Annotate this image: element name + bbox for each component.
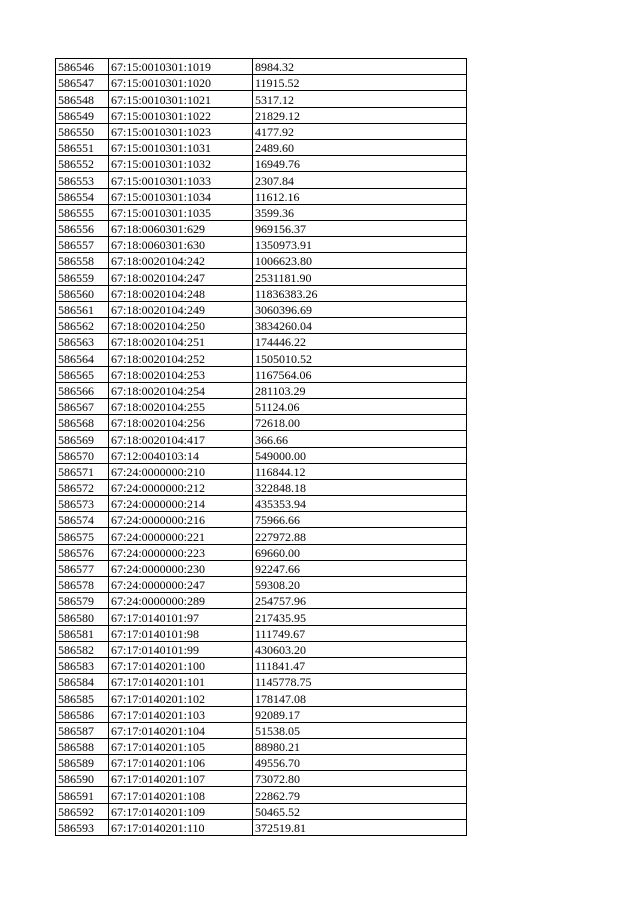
table-row (56, 706, 467, 722)
cadastral-value-cell: 51538.05 (253, 722, 467, 738)
row-number-cell: 586592 (56, 803, 109, 819)
row-number-cell: 586579 (56, 593, 109, 609)
table-row (56, 172, 467, 188)
cadastral-value-cell: 2307.84 (253, 172, 467, 188)
row-number-cell: 586575 (56, 528, 109, 544)
table-body (56, 59, 467, 836)
cadastral-value-cell: 281103.29 (253, 382, 467, 398)
table-row (56, 156, 467, 172)
cadastral-value-cell: 3834260.04 (253, 318, 467, 334)
row-number-cell: 586574 (56, 512, 109, 528)
row-number-cell: 586555 (56, 204, 109, 220)
cadastral-number-cell: 67:15:0010301:1023 (109, 123, 253, 139)
cadastral-value-cell: 21829.12 (253, 107, 467, 123)
cadastral-number-cell: 67:15:0010301:1032 (109, 156, 253, 172)
row-number-cell: 586561 (56, 301, 109, 317)
cadastral-number-cell: 67:15:0010301:1034 (109, 188, 253, 204)
table-row (56, 188, 467, 204)
table-row (56, 657, 467, 673)
row-number-cell: 586559 (56, 269, 109, 285)
table-row (56, 107, 467, 123)
cadastral-value-cell: 2489.60 (253, 139, 467, 155)
cadastral-value-cell: 174446.22 (253, 334, 467, 350)
cadastral-value-cell: 11836383.26 (253, 285, 467, 301)
cadastral-number-cell: 67:17:0140201:102 (109, 690, 253, 706)
row-number-cell: 586551 (56, 139, 109, 155)
cadastral-value-cell: 227972.88 (253, 528, 467, 544)
cadastral-number-cell: 67:18:0020104:417 (109, 431, 253, 447)
table-row (56, 479, 467, 495)
cadastral-number-cell: 67:18:0020104:249 (109, 301, 253, 317)
cadastral-value-cell: 11915.52 (253, 75, 467, 91)
cadastral-value-cell: 22862.79 (253, 787, 467, 803)
row-number-cell: 586584 (56, 674, 109, 690)
cadastral-value-cell: 75966.66 (253, 512, 467, 528)
cadastral-number-cell: 67:24:0000000:212 (109, 479, 253, 495)
cadastral-number-cell: 67:17:0140201:103 (109, 706, 253, 722)
cadastral-value-cell: 4177.92 (253, 123, 467, 139)
row-number-cell: 586562 (56, 318, 109, 334)
table-row (56, 334, 467, 350)
cadastral-number-cell: 67:24:0000000:216 (109, 512, 253, 528)
cadastral-value-cell: 372519.81 (253, 819, 467, 835)
table-row (56, 512, 467, 528)
cadastral-value-cell: 111749.67 (253, 625, 467, 641)
table-row (56, 415, 467, 431)
cadastral-number-cell: 67:18:0020104:255 (109, 398, 253, 414)
table-row (56, 609, 467, 625)
cadastral-value-cell: 5317.12 (253, 91, 467, 107)
cadastral-value-cell: 549000.00 (253, 447, 467, 463)
table-row (56, 447, 467, 463)
row-number-cell: 586550 (56, 123, 109, 139)
cadastral-number-cell: 67:17:0140201:100 (109, 657, 253, 673)
row-number-cell: 586578 (56, 577, 109, 593)
cadastral-value-cell: 116844.12 (253, 463, 467, 479)
cadastral-number-cell: 67:17:0140201:110 (109, 819, 253, 835)
row-number-cell: 586576 (56, 544, 109, 560)
cadastral-number-cell: 67:18:0060301:629 (109, 220, 253, 236)
cadastral-number-cell: 67:24:0000000:247 (109, 577, 253, 593)
cadastral-value-cell: 92089.17 (253, 706, 467, 722)
cadastral-number-cell: 67:17:0140201:109 (109, 803, 253, 819)
table-row (56, 350, 467, 366)
cadastral-value-cell: 1167564.06 (253, 366, 467, 382)
cadastral-number-cell: 67:24:0000000:210 (109, 463, 253, 479)
cadastral-number-cell: 67:17:0140201:108 (109, 787, 253, 803)
cadastral-value-cell: 8984.32 (253, 59, 467, 75)
table-row (56, 738, 467, 754)
table-row (56, 204, 467, 220)
row-number-cell: 586591 (56, 787, 109, 803)
table-row (56, 220, 467, 236)
table-row (56, 528, 467, 544)
row-number-cell: 586580 (56, 609, 109, 625)
row-number-cell: 586560 (56, 285, 109, 301)
table-row (56, 755, 467, 771)
cadastral-number-cell: 67:17:0140201:104 (109, 722, 253, 738)
cadastral-number-cell: 67:17:0140101:98 (109, 625, 253, 641)
row-number-cell: 586581 (56, 625, 109, 641)
table-row (56, 463, 467, 479)
cadastral-number-cell: 67:17:0140101:99 (109, 641, 253, 657)
table-row (56, 560, 467, 576)
cadastral-value-cell: 1505010.52 (253, 350, 467, 366)
cadastral-number-cell: 67:17:0140201:106 (109, 755, 253, 771)
cadastral-value-cell: 88980.21 (253, 738, 467, 754)
cadastral-number-cell: 67:18:0020104:256 (109, 415, 253, 431)
table-row (56, 593, 467, 609)
table-row (56, 318, 467, 334)
row-number-cell: 586570 (56, 447, 109, 463)
cadastral-number-cell: 67:24:0000000:214 (109, 496, 253, 512)
table-row (56, 301, 467, 317)
cadastral-value-cell: 73072.80 (253, 771, 467, 787)
cadastral-number-cell: 67:15:0010301:1031 (109, 139, 253, 155)
cadastral-number-cell: 67:18:0020104:252 (109, 350, 253, 366)
table-row (56, 59, 467, 75)
cadastral-value-cell: 72618.00 (253, 415, 467, 431)
cadastral-number-cell: 67:17:0140201:105 (109, 738, 253, 754)
cadastral-value-cell: 49556.70 (253, 755, 467, 771)
row-number-cell: 586558 (56, 253, 109, 269)
table-row (56, 819, 467, 835)
row-number-cell: 586553 (56, 172, 109, 188)
cadastral-value-cell: 11612.16 (253, 188, 467, 204)
cadastral-number-cell: 67:15:0010301:1033 (109, 172, 253, 188)
table-row (56, 803, 467, 819)
cadastral-number-cell: 67:15:0010301:1019 (109, 59, 253, 75)
row-number-cell: 586568 (56, 415, 109, 431)
cadastral-value-cell: 50465.52 (253, 803, 467, 819)
row-number-cell: 586549 (56, 107, 109, 123)
cadastral-number-cell: 67:17:0140201:101 (109, 674, 253, 690)
cadastral-number-cell: 67:24:0000000:289 (109, 593, 253, 609)
table-row (56, 398, 467, 414)
table-row (56, 382, 467, 398)
table-row (56, 577, 467, 593)
row-number-cell: 586564 (56, 350, 109, 366)
table-row (56, 690, 467, 706)
row-number-cell: 586566 (56, 382, 109, 398)
row-number-cell: 586563 (56, 334, 109, 350)
cadastral-number-cell: 67:18:0020104:242 (109, 253, 253, 269)
table-row (56, 544, 467, 560)
cadastral-value-cell: 59308.20 (253, 577, 467, 593)
table-row (56, 91, 467, 107)
row-number-cell: 586567 (56, 398, 109, 414)
cadastral-value-cell: 969156.37 (253, 220, 467, 236)
cadastral-value-cell: 366.66 (253, 431, 467, 447)
row-number-cell: 586573 (56, 496, 109, 512)
cadastral-value-cell: 3599.36 (253, 204, 467, 220)
cadastral-number-cell: 67:15:0010301:1021 (109, 91, 253, 107)
table-row (56, 722, 467, 738)
cadastral-number-cell: 67:24:0000000:230 (109, 560, 253, 576)
row-number-cell: 586557 (56, 237, 109, 253)
row-number-cell: 586587 (56, 722, 109, 738)
cadastral-value-cell: 1145778.75 (253, 674, 467, 690)
cadastral-number-cell: 67:24:0000000:223 (109, 544, 253, 560)
cadastral-value-table (55, 58, 467, 836)
table-row (56, 75, 467, 91)
table-row (56, 674, 467, 690)
table-row (56, 496, 467, 512)
table-row (56, 139, 467, 155)
table-row (56, 285, 467, 301)
table-row (56, 253, 467, 269)
cadastral-number-cell: 67:18:0020104:251 (109, 334, 253, 350)
cadastral-value-cell: 1006623.80 (253, 253, 467, 269)
row-number-cell: 586572 (56, 479, 109, 495)
cadastral-number-cell: 67:18:0060301:630 (109, 237, 253, 253)
cadastral-number-cell: 67:18:0020104:253 (109, 366, 253, 382)
row-number-cell: 586593 (56, 819, 109, 835)
row-number-cell: 586569 (56, 431, 109, 447)
table-row (56, 123, 467, 139)
row-number-cell: 586547 (56, 75, 109, 91)
cadastral-number-cell: 67:15:0010301:1020 (109, 75, 253, 91)
cadastral-number-cell: 67:15:0010301:1035 (109, 204, 253, 220)
cadastral-value-cell: 92247.66 (253, 560, 467, 576)
cadastral-value-cell: 435353.94 (253, 496, 467, 512)
cadastral-value-cell: 217435.95 (253, 609, 467, 625)
table-row (56, 641, 467, 657)
table-row (56, 431, 467, 447)
table-row (56, 625, 467, 641)
cadastral-number-cell: 67:18:0020104:250 (109, 318, 253, 334)
row-number-cell: 586577 (56, 560, 109, 576)
row-number-cell: 586582 (56, 641, 109, 657)
cadastral-value-cell: 16949.76 (253, 156, 467, 172)
row-number-cell: 586590 (56, 771, 109, 787)
row-number-cell: 586586 (56, 706, 109, 722)
row-number-cell: 586565 (56, 366, 109, 382)
cadastral-number-cell: 67:17:0140201:107 (109, 771, 253, 787)
row-number-cell: 586589 (56, 755, 109, 771)
row-number-cell: 586546 (56, 59, 109, 75)
row-number-cell: 586583 (56, 657, 109, 673)
cadastral-number-cell: 67:15:0010301:1022 (109, 107, 253, 123)
cadastral-value-cell: 430603.20 (253, 641, 467, 657)
row-number-cell: 586552 (56, 156, 109, 172)
cadastral-value-cell: 69660.00 (253, 544, 467, 560)
row-number-cell: 586571 (56, 463, 109, 479)
cadastral-value-cell: 254757.96 (253, 593, 467, 609)
cadastral-value-cell: 1350973.91 (253, 237, 467, 253)
cadastral-number-cell: 67:24:0000000:221 (109, 528, 253, 544)
cadastral-number-cell: 67:17:0140101:97 (109, 609, 253, 625)
cadastral-value-cell: 111841.47 (253, 657, 467, 673)
cadastral-number-cell: 67:18:0020104:247 (109, 269, 253, 285)
row-number-cell: 586585 (56, 690, 109, 706)
row-number-cell: 586548 (56, 91, 109, 107)
row-number-cell: 586554 (56, 188, 109, 204)
cadastral-number-cell: 67:12:0040103:14 (109, 447, 253, 463)
table-row (56, 771, 467, 787)
row-number-cell: 586556 (56, 220, 109, 236)
table-row (56, 787, 467, 803)
cadastral-value-cell: 178147.08 (253, 690, 467, 706)
table-row (56, 237, 467, 253)
table-row (56, 269, 467, 285)
cadastral-value-cell: 2531181.90 (253, 269, 467, 285)
cadastral-number-cell: 67:18:0020104:248 (109, 285, 253, 301)
cadastral-value-cell: 51124.06 (253, 398, 467, 414)
row-number-cell: 586588 (56, 738, 109, 754)
cadastral-value-cell: 3060396.69 (253, 301, 467, 317)
cadastral-number-cell: 67:18:0020104:254 (109, 382, 253, 398)
table-row (56, 366, 467, 382)
cadastral-value-cell: 322848.18 (253, 479, 467, 495)
